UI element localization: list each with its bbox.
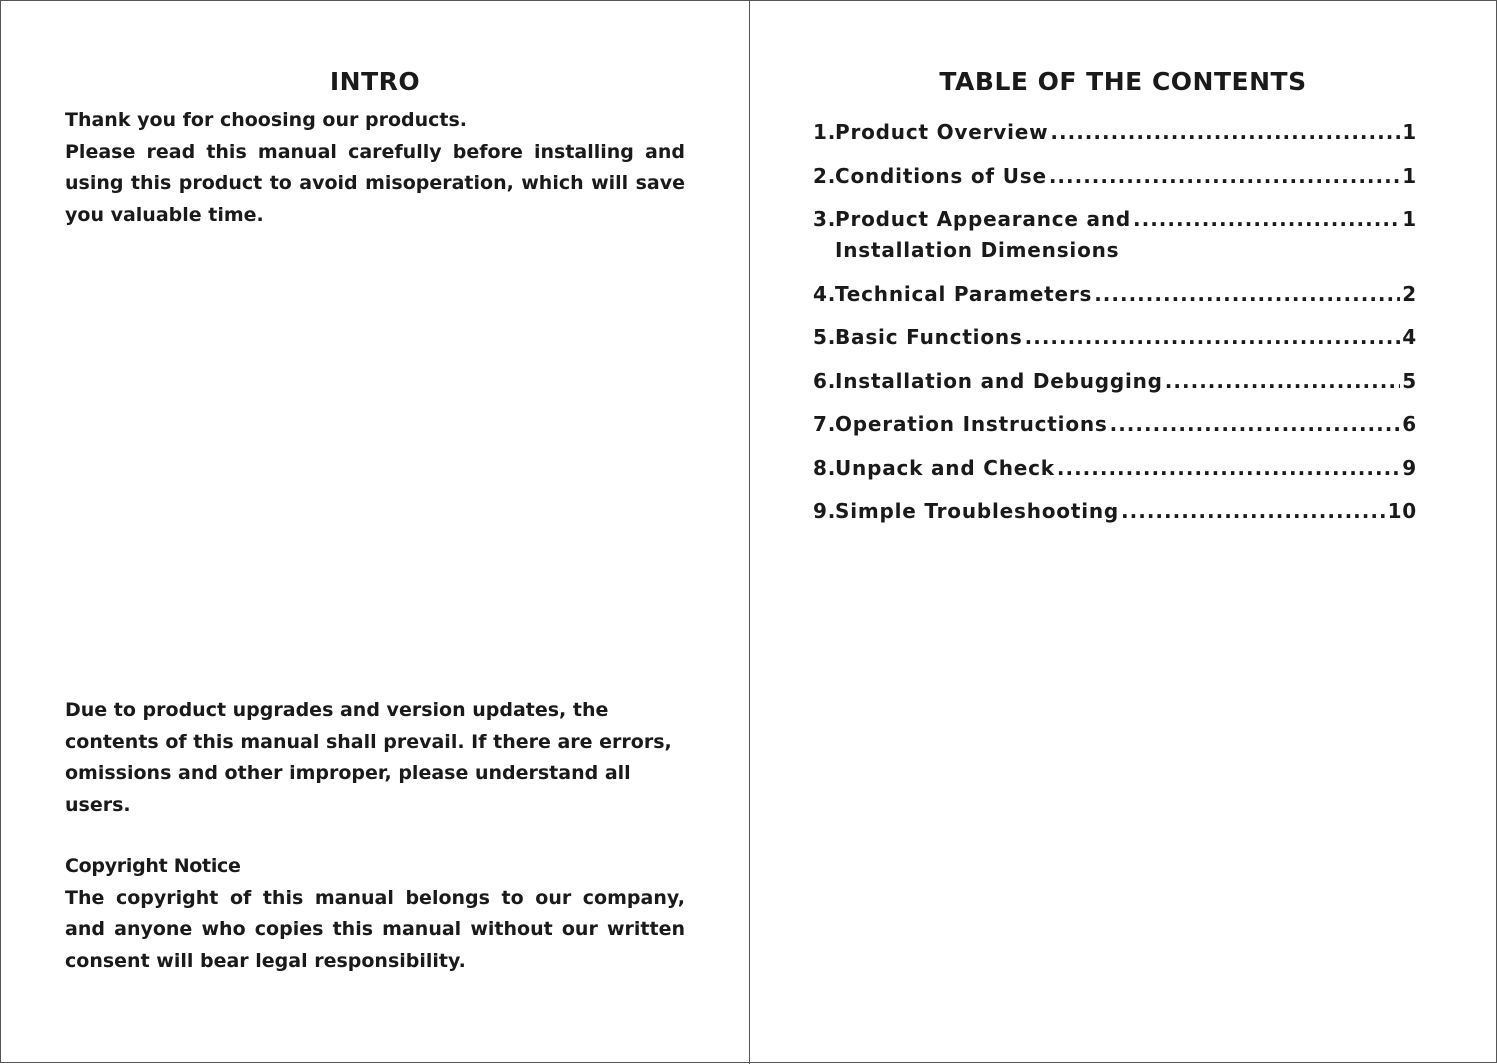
toc-item-conditions-of-use[interactable]: [813, 161, 1417, 192]
page-divider: [749, 1, 750, 1064]
toc-leader-dots: [1025, 322, 1401, 353]
toc-item-troubleshooting[interactable]: [813, 496, 1417, 527]
toc-item-page: 2: [1402, 281, 1417, 306]
toc-item-label: Product Appearance and: [835, 207, 1131, 231]
toc-leader-dots: [1094, 279, 1400, 310]
toc-item-label-continued: Installation Dimensions: [835, 238, 1120, 262]
toc-item-installation-debugging[interactable]: [813, 366, 1417, 397]
toc-item-number: 2.: [813, 163, 837, 188]
update-notice-block: [65, 695, 685, 821]
toc-item-number: 7.: [813, 412, 837, 436]
toc-item-technical-parameters[interactable]: [813, 279, 1417, 310]
intro-text-block: [65, 105, 685, 231]
toc-item-page: 1: [1402, 120, 1417, 144]
copyright-block: [65, 851, 685, 977]
toc-leader-dots: [1133, 204, 1400, 235]
toc-item-page: 9: [1402, 455, 1417, 480]
toc-item-page: 1: [1402, 207, 1417, 231]
toc-item-label: Product Overview: [835, 120, 1049, 144]
toc-item-basic-functions[interactable]: [813, 322, 1417, 353]
toc-leader-dots: [1057, 453, 1400, 484]
toc-item-label: Installation and Debugging: [835, 368, 1163, 393]
toc-leader-dots: [1049, 161, 1400, 192]
toc-leader-dots: [1165, 366, 1400, 397]
toc-list: [813, 117, 1417, 540]
toc-item-operation-instructions[interactable]: [813, 409, 1417, 440]
toc-item-label: Simple Troubleshooting: [835, 499, 1120, 523]
toc-item-page: 5: [1402, 368, 1417, 393]
toc-item-page: 6: [1402, 412, 1417, 436]
toc-item-number: 1.: [813, 120, 837, 144]
toc-item-number: 4.: [813, 281, 837, 306]
toc-leader-dots: [1121, 496, 1386, 527]
toc-item-label: Basic Functions: [835, 325, 1023, 349]
intro-thanks: Thank you for choosing our products.: [65, 109, 468, 131]
toc-item-number: 8.: [813, 455, 837, 480]
toc-item-label-wrap: [835, 204, 1131, 266]
toc-item-number: 6.: [813, 368, 837, 393]
toc-leader-dots: [1050, 117, 1400, 148]
toc-item-number: 9.: [813, 499, 837, 523]
toc-title: TABLE OF THE CONTENTS: [939, 67, 1307, 96]
toc-item-page: 1: [1402, 163, 1417, 188]
toc-leader-dots: [1110, 409, 1401, 440]
update-notice: Due to product upgrades and version updates, the contents of this manual shall prevail. If there are errors, omissions and other improper, please understand all users.: [65, 699, 672, 816]
toc-item-label: Technical Parameters: [835, 281, 1093, 306]
intro-title: INTRO: [329, 67, 421, 96]
toc-item-unpack-check[interactable]: [813, 453, 1417, 484]
toc-item-product-overview[interactable]: [813, 117, 1417, 148]
toc-item-label: Conditions of Use: [835, 163, 1047, 188]
toc-item-label: Operation Instructions: [835, 412, 1108, 436]
intro-paragraph: Please read this manual carefully before installing and using this product to avoid misoperation, which will save you valuable time.: [65, 140, 685, 226]
copyright-text: The copyright of this manual belongs to our company, and anyone who copies this manual without our written consent will bear legal responsibility.: [65, 886, 685, 972]
toc-item-number: 5.: [813, 325, 837, 349]
toc-item-number: 3.: [813, 207, 837, 231]
toc-item-product-appearance[interactable]: [813, 204, 1417, 266]
toc-item-page: 10: [1387, 499, 1417, 523]
toc-item-page: 4: [1402, 325, 1417, 349]
copyright-heading: Copyright Notice: [65, 855, 241, 877]
toc-item-label: Unpack and Check: [835, 455, 1055, 480]
